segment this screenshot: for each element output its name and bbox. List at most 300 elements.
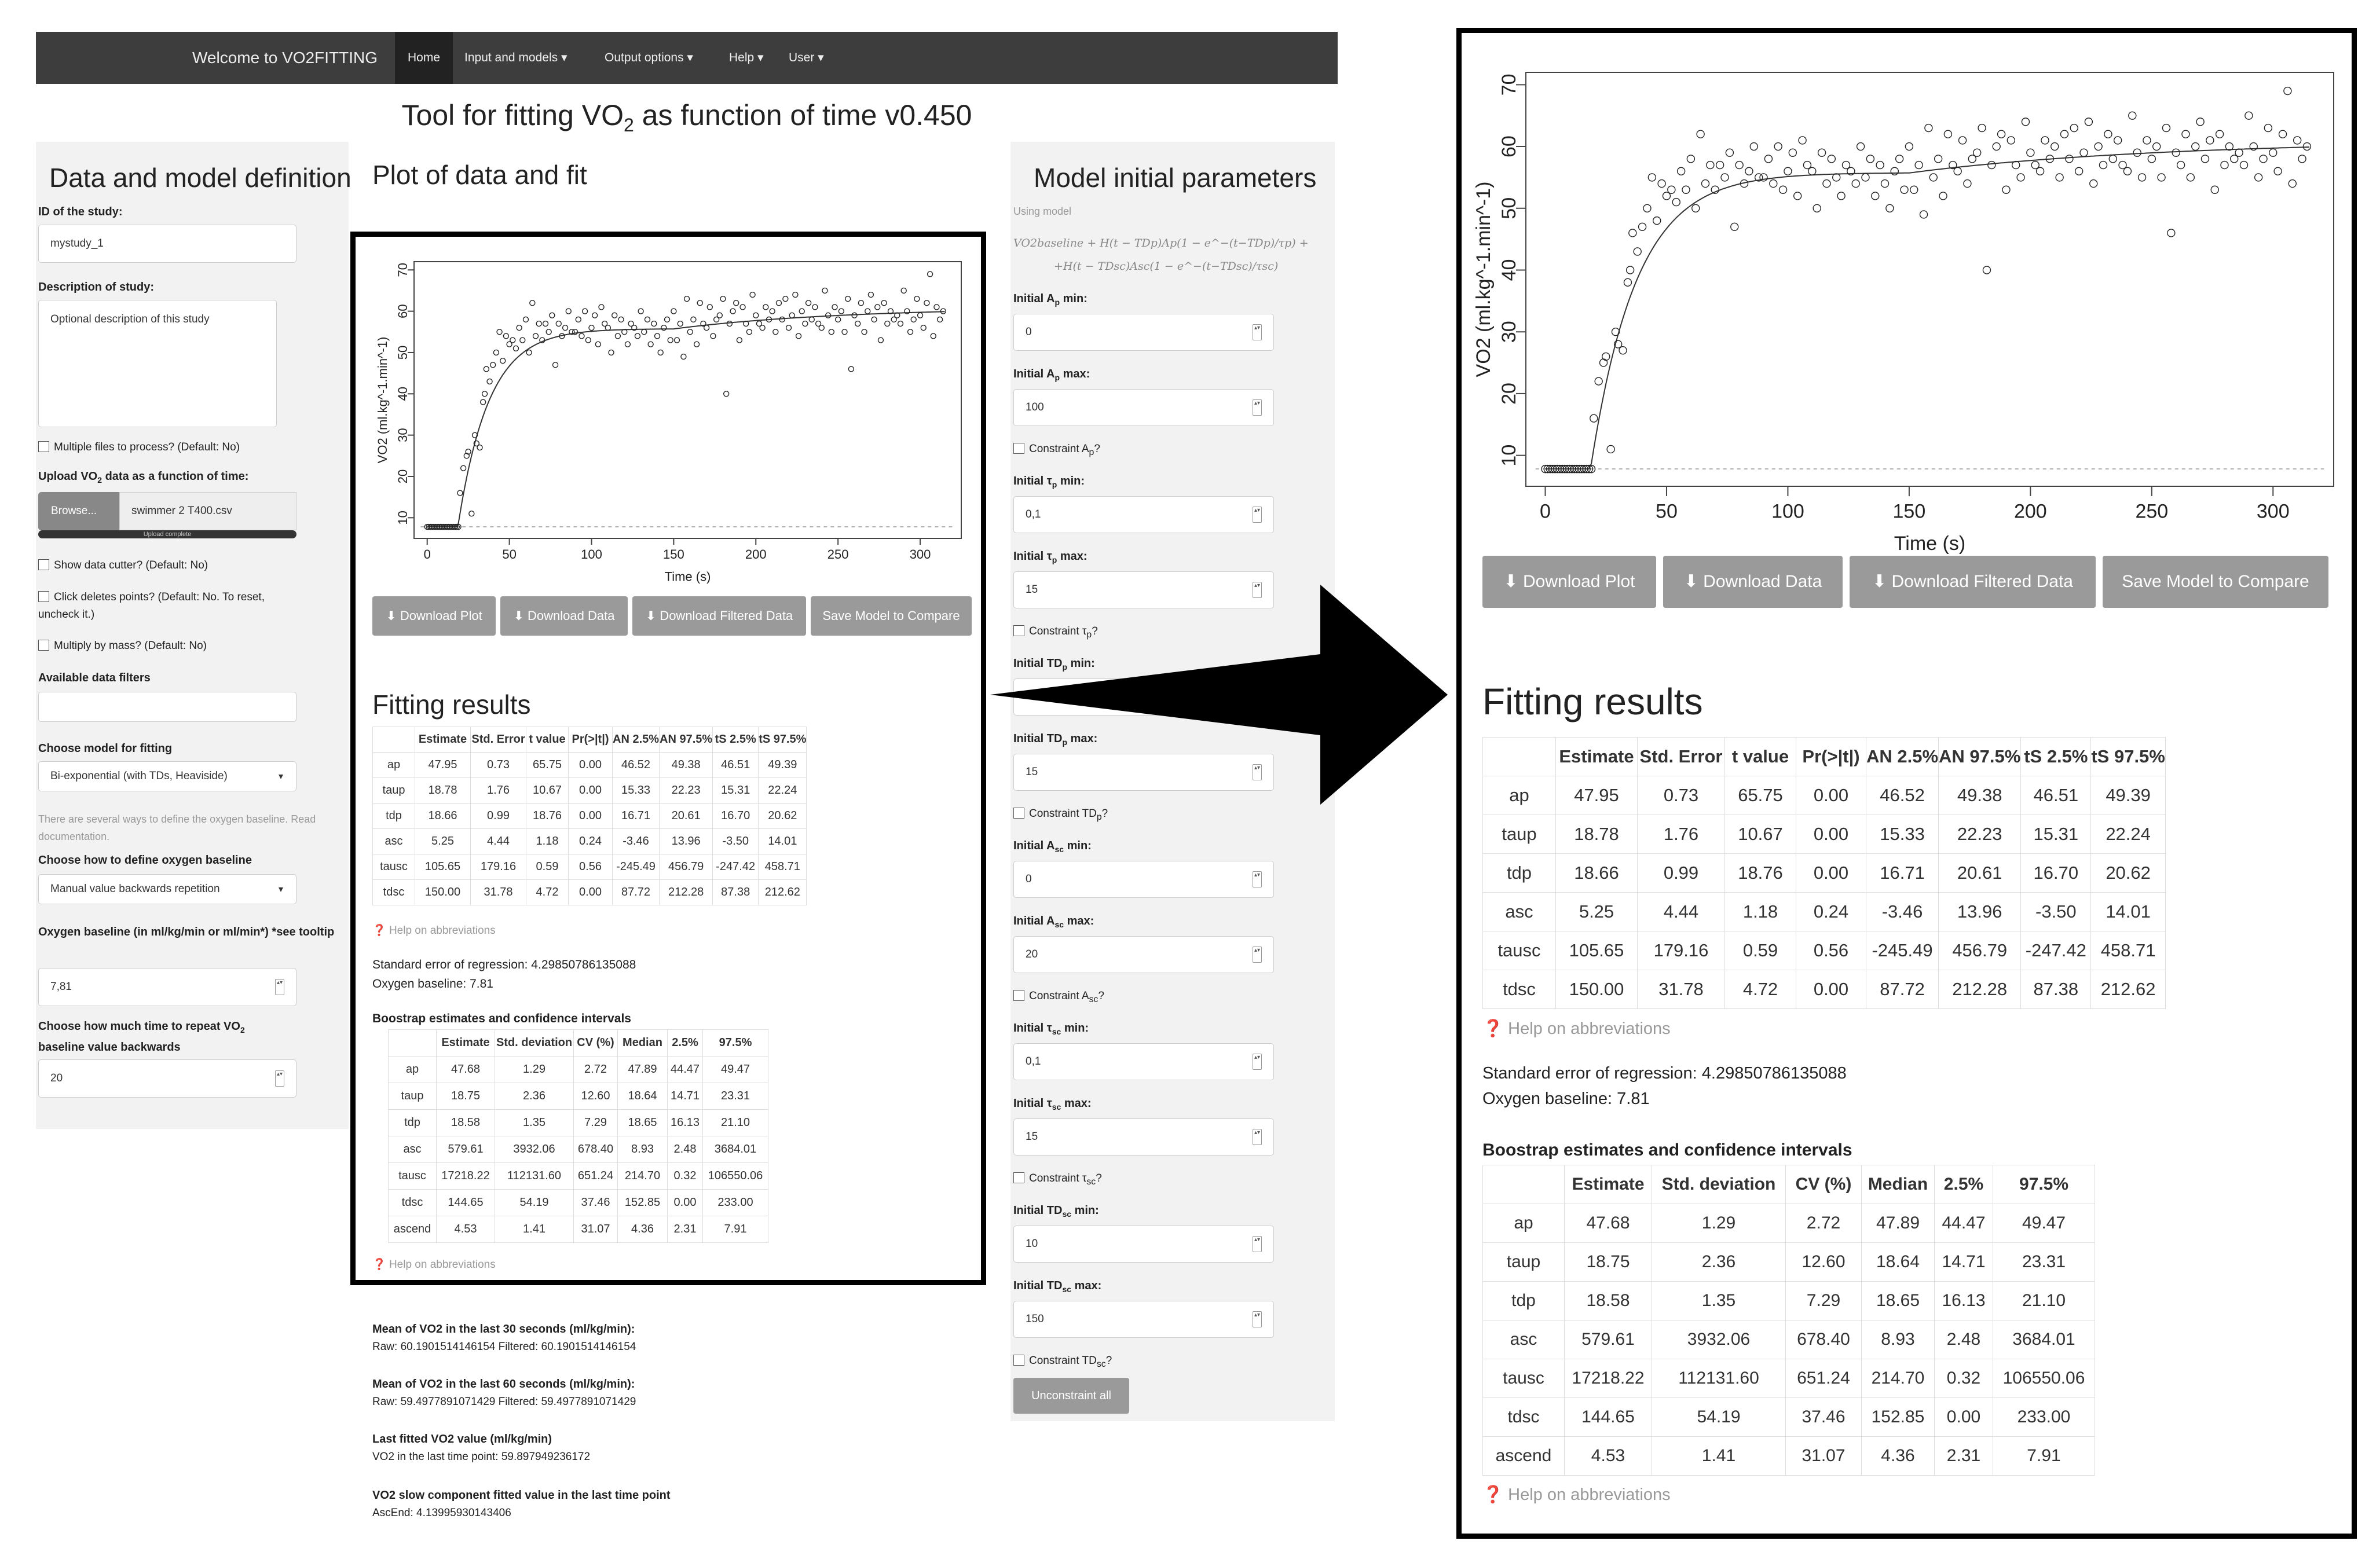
data-point	[868, 292, 873, 298]
download-icon: ⬇	[513, 608, 528, 623]
param-field	[1013, 915, 1274, 973]
x-tick-label: 250	[2135, 500, 2169, 523]
mean30-value: Raw: 60.1901514146154 Filtered: 60.1901514146154	[372, 1341, 636, 1353]
model-select[interactable]: Bi-exponential (with TDs, Heaviside) ▾	[38, 761, 296, 791]
download-filtered-button[interactable]: ⬇ Download Filtered Data	[1850, 556, 2096, 608]
data-point	[2148, 155, 2155, 163]
spinner-icon[interactable]: ▴▾	[275, 1070, 284, 1087]
table-row	[1483, 815, 2166, 854]
data-point	[1920, 211, 1928, 218]
param-input[interactable]: 150 ▴▾	[1013, 1301, 1274, 1338]
multiple-files-checkbox[interactable]: Multiple files to process? (Default: No)	[38, 441, 240, 454]
column-header: CV (%)	[574, 1030, 618, 1057]
data-point	[881, 300, 887, 306]
data-point	[658, 350, 663, 355]
table-cell: 87.72	[1866, 970, 1939, 1009]
data-point	[2172, 149, 2180, 156]
y-tick-label: 70	[396, 263, 411, 277]
constraint-checkbox[interactable]: Constraint $A_{sc}$?	[1013, 990, 1104, 1005]
row-label: ascend	[1483, 1437, 1565, 1476]
table-cell: 18.65	[1862, 1282, 1935, 1320]
table-cell: 16.71	[613, 804, 660, 829]
table-cell: 14.01	[759, 829, 807, 854]
download-icon: ⬇	[1872, 572, 1892, 591]
table-row	[389, 1163, 768, 1190]
baseline-value-input[interactable]: 7,81 ▴▾	[38, 968, 296, 1006]
nav-output-options[interactable]: Output options ▾	[605, 51, 693, 64]
table-cell: 0.00	[1796, 854, 1866, 893]
data-point	[1750, 143, 1757, 151]
data-point	[638, 309, 643, 314]
help-abbreviations-link[interactable]: ❓ Help on abbreviations	[372, 1259, 496, 1271]
spinner-icon[interactable]: ▴▾	[1253, 507, 1262, 523]
data-point	[777, 300, 782, 306]
param-input[interactable]: 15 ▴▾	[1013, 754, 1274, 791]
data-point	[2143, 137, 2151, 144]
spinner-icon[interactable]: ▴▾	[1253, 399, 1262, 416]
row-label: tausc	[373, 854, 415, 880]
data-point	[1595, 377, 1602, 385]
x-tick-label: 50	[1656, 500, 1678, 523]
table-cell: 0.99	[471, 804, 526, 829]
data-point	[520, 338, 525, 343]
data-point	[799, 309, 804, 314]
data-point	[1774, 143, 1782, 151]
data-point	[704, 325, 709, 331]
dropdown-caret-icon: ▾	[278, 772, 283, 782]
data-point	[1770, 180, 1777, 188]
data-point	[806, 300, 811, 306]
fit-curve	[427, 311, 945, 527]
param-input[interactable]: 15 ▴▾	[1013, 571, 1274, 608]
data-point	[921, 325, 926, 331]
upload-progress-bar: Upload complete	[38, 530, 296, 538]
table-cell: 651.24	[574, 1163, 618, 1190]
data-point	[2177, 162, 2185, 169]
table-cell: 112131.60	[1652, 1359, 1786, 1398]
description-textarea[interactable]: Optional description of this study	[38, 300, 277, 427]
bootstrap-table	[388, 1029, 768, 1243]
table-cell: 106550.06	[1993, 1359, 2095, 1398]
data-point	[839, 309, 844, 314]
table-cell: 16.71	[1866, 854, 1939, 893]
table-cell: 7.29	[1786, 1282, 1862, 1320]
param-label: Initial $\tau_p$ min:	[1013, 475, 1085, 489]
spinner-icon[interactable]: ▴▾	[1253, 871, 1262, 887]
param-label: Initial $TD_p$ min:	[1013, 657, 1095, 672]
table-cell: 87.72	[613, 880, 660, 905]
table-header-row	[373, 727, 807, 753]
data-point	[2104, 130, 2112, 138]
data-point	[2085, 118, 2092, 126]
table-cell: 2.72	[1786, 1204, 1862, 1243]
data-point	[898, 321, 903, 327]
data-point	[687, 329, 693, 335]
help-abbreviations-link[interactable]: ❓ Help on abbreviations	[372, 925, 496, 937]
spinner-icon[interactable]: ▴▾	[1253, 324, 1262, 340]
data-point	[1915, 162, 1923, 169]
param-input[interactable]: 20 ▴▾	[1013, 936, 1274, 973]
data-point	[2255, 174, 2262, 181]
app-brand[interactable]: Welcome to VO2FITTING	[192, 49, 378, 67]
column-header: Estimate	[1556, 738, 1638, 776]
data-point	[589, 325, 594, 331]
constraint-checkbox[interactable]: Constraint $\tau_{sc}$?	[1013, 1172, 1102, 1187]
data-point	[711, 333, 716, 339]
table-cell: 18.64	[1862, 1243, 1935, 1282]
data-point	[1954, 167, 1961, 175]
question-icon: ❓	[1482, 1019, 1508, 1038]
column-header: Std. deviation	[1652, 1165, 1786, 1204]
constraint-checkbox[interactable]: Constraint $TD_p$?	[1013, 808, 1108, 823]
file-name-display: swimmer 2 T400.csv	[119, 492, 296, 530]
row-label: tausc	[389, 1163, 437, 1190]
data-point	[1784, 167, 1792, 175]
table-cell: 233.00	[703, 1190, 768, 1216]
plot-box	[414, 262, 961, 538]
column-header: Median	[618, 1030, 668, 1057]
data-point	[592, 313, 598, 318]
table-row	[389, 1083, 768, 1110]
data-point	[461, 465, 466, 471]
table-cell: -245.49	[1866, 931, 1939, 970]
data-point	[645, 317, 650, 322]
table-row	[1483, 854, 2166, 893]
table-cell: 212.28	[1939, 970, 2021, 1009]
data-point	[2027, 149, 2034, 156]
nav-help[interactable]: Help ▾	[729, 51, 764, 64]
x-tick-label: 300	[2256, 500, 2290, 523]
param-input[interactable]: 0,1 ▴▾	[1013, 496, 1274, 533]
data-point	[928, 272, 933, 277]
param-input[interactable]: 15 ▴▾	[1013, 1118, 1274, 1156]
spinner-icon[interactable]: ▴▾	[1253, 1129, 1262, 1145]
table-cell: 152.85	[618, 1190, 668, 1216]
table-cell: 2.36	[495, 1083, 574, 1110]
table-cell: 1.41	[495, 1216, 574, 1243]
table-cell: 458.71	[759, 854, 807, 880]
column-header: AN 2.5%	[613, 727, 660, 753]
model-label: Choose model for fitting	[38, 742, 173, 755]
data-point	[1823, 180, 1830, 188]
y-tick-label: 40	[396, 387, 411, 401]
data-point	[635, 333, 640, 339]
data-point	[848, 366, 854, 372]
table-cell: 3932.06	[495, 1136, 574, 1163]
top-navbar	[36, 32, 1338, 84]
data-point	[1629, 229, 1636, 237]
table-cell: 87.38	[713, 880, 759, 905]
param-input[interactable]: 0 ▴▾	[1013, 861, 1274, 898]
bootstrap-title: Boostrap estimates and confidence intervals	[1482, 1140, 1852, 1160]
unconstraint-all-button[interactable]: Unconstraint all	[1013, 1378, 1129, 1414]
table-cell: 16.13	[668, 1110, 703, 1136]
data-point	[2206, 137, 2214, 144]
table-cell: 20.61	[660, 804, 713, 829]
param-input[interactable]: 100 ▴▾	[1013, 389, 1274, 426]
table-cell: 0.00	[569, 804, 613, 829]
save-model-button[interactable]: Save Model to Compare	[811, 596, 972, 636]
table-cell: 20.62	[2091, 854, 2166, 893]
data-point	[934, 305, 939, 310]
nav-input-models[interactable]: Input and models ▾	[464, 51, 567, 64]
data-point	[1837, 192, 1845, 200]
table-cell: 1.35	[1652, 1282, 1786, 1320]
data-point	[2187, 174, 2194, 181]
data-point	[2279, 130, 2287, 138]
table-cell: 37.46	[1786, 1398, 1862, 1437]
show-cutter-checkbox[interactable]: Show data cutter? (Default: No)	[38, 559, 208, 572]
data-point	[1959, 137, 1967, 144]
table-cell: -3.50	[713, 829, 759, 854]
table-cell: 18.65	[618, 1110, 668, 1136]
spinner-icon[interactable]: ▴▾	[1253, 1311, 1262, 1327]
data-point	[1612, 328, 1620, 336]
data-point	[832, 305, 837, 310]
table-cell: -3.46	[1866, 893, 1939, 931]
browse-button[interactable]: Browse...	[38, 492, 119, 530]
row-label: tdsc	[1483, 970, 1556, 1009]
data-point	[760, 325, 765, 331]
download-data-button[interactable]: ⬇ Download Data	[500, 596, 628, 636]
click-deletes-checkbox[interactable]: Click deletes points? (Default: No. To reset, uncheck it.)	[38, 591, 265, 621]
table-cell: 1.35	[495, 1110, 574, 1136]
param-field	[1013, 1097, 1274, 1156]
param-label: Initial $TD_p$ max:	[1013, 732, 1098, 747]
data-point	[885, 321, 890, 327]
data-point	[615, 333, 620, 339]
column-header: Estimate	[1565, 1165, 1652, 1204]
table-cell: 150.00	[1556, 970, 1638, 1009]
column-header	[1483, 738, 1556, 776]
question-icon: ❓	[372, 1259, 389, 1271]
data-point	[809, 317, 814, 322]
multiply-mass-checkbox[interactable]: Multiply by mass? (Default: No)	[38, 640, 207, 652]
data-point	[1939, 192, 1947, 200]
spinner-icon[interactable]: ▴▾	[1253, 582, 1262, 598]
param-input[interactable]: 0 ▴▾	[1013, 314, 1274, 351]
table-row	[373, 753, 807, 778]
data-point	[1643, 204, 1651, 212]
param-label: Initial $A_{sc}$ min:	[1013, 839, 1092, 854]
nav-user[interactable]: User ▾	[789, 51, 824, 64]
data-point	[1866, 155, 1874, 163]
data-point	[671, 309, 676, 314]
data-point	[1910, 186, 1918, 193]
fitting-results-table	[372, 727, 807, 905]
table-cell: 0.24	[569, 829, 613, 854]
table-cell: 0.00	[1796, 970, 1866, 1009]
constraint-checkbox[interactable]: Constraint $TD_{sc}$?	[1013, 1355, 1112, 1370]
column-header: Estimate	[437, 1030, 495, 1057]
data-point	[1968, 155, 1976, 163]
data-point	[1687, 155, 1694, 163]
table-cell: 47.95	[1556, 776, 1638, 815]
table-cell: 15.31	[2021, 815, 2091, 854]
data-point	[1881, 180, 1889, 188]
help-abbreviations-link[interactable]: ❓ Help on abbreviations	[1482, 1019, 1671, 1038]
spinner-icon[interactable]: ▴▾	[275, 979, 284, 995]
data-point	[786, 325, 792, 331]
data-point	[793, 292, 798, 298]
data-point	[642, 329, 647, 335]
table-cell: 0.73	[471, 753, 526, 778]
download-filtered-button[interactable]: ⬇ Download Filtered Data	[632, 596, 806, 636]
table-cell: 17218.22	[437, 1163, 495, 1190]
table-cell: 49.47	[703, 1057, 768, 1083]
data-point	[1983, 266, 1990, 274]
table-cell: -3.50	[2021, 893, 2091, 931]
spinner-icon[interactable]: ▴▾	[1253, 1236, 1262, 1252]
table-cell: 212.62	[759, 880, 807, 905]
using-model-label: Using model	[1013, 206, 1072, 217]
data-point	[2119, 162, 2126, 169]
data-point	[2002, 186, 2010, 193]
table-cell: 458.71	[2091, 931, 2166, 970]
x-tick-label: 0	[1540, 500, 1551, 523]
data-point	[1818, 149, 1826, 156]
y-tick-label: 20	[1497, 383, 1520, 405]
param-field	[1013, 292, 1274, 351]
param-input[interactable]: 0,1 ▴▾	[1013, 1043, 1274, 1080]
nav-home[interactable]: Home	[395, 32, 453, 84]
column-header: AN 97.5%	[660, 727, 713, 753]
data-point	[1964, 180, 1971, 188]
baseline-method-label: Choose how to define oxygen baseline	[38, 854, 252, 867]
data-point	[1634, 248, 1641, 255]
download-plot-button[interactable]: ⬇ Download Plot	[372, 596, 496, 636]
data-point	[2298, 155, 2306, 163]
data-point	[2007, 137, 2015, 144]
download-plot-button[interactable]: ⬇ Download Plot	[1482, 556, 1656, 608]
row-label: tdp	[389, 1110, 437, 1136]
data-point	[1590, 414, 1598, 422]
table-cell: 8.93	[618, 1136, 668, 1163]
data-point	[2264, 124, 2272, 132]
table-cell: 8.93	[1862, 1320, 1935, 1359]
table-cell: 18.76	[1725, 854, 1796, 893]
data-point	[1978, 124, 1986, 132]
vo2-plot[interactable]	[371, 249, 973, 585]
table-cell: 2.31	[1935, 1437, 1993, 1476]
data-point	[2056, 174, 2063, 181]
table-cell: 49.38	[1939, 776, 2021, 815]
data-point	[484, 366, 489, 372]
data-point	[2260, 155, 2267, 163]
spinner-icon[interactable]: ▴▾	[1253, 947, 1262, 963]
table-cell: 4.72	[1725, 970, 1796, 1009]
table-cell: 31.78	[471, 880, 526, 905]
table-cell: 4.72	[526, 880, 569, 905]
table-cell: 54.19	[495, 1190, 574, 1216]
table-cell: 152.85	[1862, 1398, 1935, 1437]
data-point	[595, 342, 601, 347]
data-point	[1682, 186, 1690, 193]
filters-select[interactable]	[38, 692, 296, 722]
data-point	[648, 342, 653, 347]
last-fit-value: VO2 in the last time point: 59.897949236172	[372, 1451, 591, 1463]
table-cell: 4.36	[1862, 1437, 1935, 1476]
data-point	[553, 362, 558, 368]
param-label: Initial $TD_{sc}$ max:	[1013, 1279, 1102, 1294]
param-label: Initial $A_{sc}$ max:	[1013, 915, 1094, 929]
data-point	[2240, 162, 2248, 169]
data-point	[2196, 118, 2204, 126]
data-point	[901, 288, 906, 293]
data-point	[2245, 112, 2253, 119]
table-row	[389, 1057, 768, 1083]
table-cell: 49.39	[759, 753, 807, 778]
repeat-time-label: Choose how much time to repeat $VO_2$ baseline value backwards	[38, 1020, 245, 1054]
constraint-checkbox[interactable]: Constraint $A_p$?	[1013, 443, 1100, 458]
data-point	[1794, 192, 1802, 200]
y-tick-label: 70	[1497, 74, 1520, 96]
save-model-button[interactable]: Save Model to Compare	[2103, 556, 2328, 608]
y-axis-label: VO2 (ml.kg^-1.min^-1)	[375, 336, 390, 464]
x-tick-label: 250	[827, 547, 849, 562]
spinner-icon[interactable]: ▴▾	[1253, 1054, 1262, 1070]
data-point	[770, 309, 775, 314]
constraint-checkbox[interactable]: Constraint $\tau_p$?	[1013, 625, 1098, 640]
data-point	[625, 342, 630, 347]
table-cell: -247.42	[2021, 931, 2091, 970]
study-id-input[interactable]: mystudy_1	[38, 225, 296, 263]
data-point	[469, 511, 474, 516]
vo2-plot-zoomed[interactable]	[1465, 46, 2351, 556]
repeat-time-input[interactable]: 20 ▴▾	[38, 1059, 296, 1098]
data-point	[1639, 223, 1646, 230]
table-cell: 31.07	[574, 1216, 618, 1243]
baseline-method-select[interactable]: Manual value backwards repetition ▾	[38, 874, 296, 904]
data-point	[2235, 149, 2243, 156]
data-point	[579, 333, 584, 339]
row-label: ap	[1483, 776, 1556, 815]
data-point	[855, 321, 861, 327]
row-label: tdp	[373, 804, 415, 829]
column-header: Std. Error	[471, 727, 526, 753]
data-point	[2080, 149, 2088, 156]
column-header: tS 2.5%	[2021, 738, 2091, 776]
data-point	[457, 490, 463, 496]
column-header: Median	[1862, 1165, 1935, 1204]
data-point	[482, 391, 488, 397]
table-cell: 54.19	[1652, 1398, 1786, 1437]
y-tick-label: 30	[1497, 321, 1520, 343]
data-point	[675, 338, 680, 343]
spinner-icon[interactable]: ▴▾	[1253, 764, 1262, 780]
table-cell: 46.52	[613, 753, 660, 778]
download-data-button[interactable]: ⬇ Download Data	[1663, 556, 1843, 608]
data-point	[2274, 167, 2282, 175]
fitting-results-title: Fitting results	[1482, 681, 1703, 722]
table-cell: 65.75	[526, 753, 569, 778]
table-row	[1483, 1320, 2095, 1359]
table-cell: 3684.01	[703, 1136, 768, 1163]
data-point	[513, 346, 518, 351]
data-point	[1803, 162, 1811, 169]
table-row	[373, 804, 807, 829]
table-cell: 13.96	[1939, 893, 2021, 931]
data-point	[2017, 174, 2024, 181]
row-label: taup	[373, 778, 415, 804]
data-point	[2114, 137, 2122, 144]
param-input[interactable]: 10 ▴▾	[1013, 1226, 1274, 1263]
data-point	[566, 309, 571, 314]
data-point	[2100, 162, 2107, 169]
data-point	[481, 399, 486, 405]
table-row	[1483, 1398, 2095, 1437]
help-abbreviations-link[interactable]: ❓ Help on abbreviations	[1482, 1485, 1671, 1504]
